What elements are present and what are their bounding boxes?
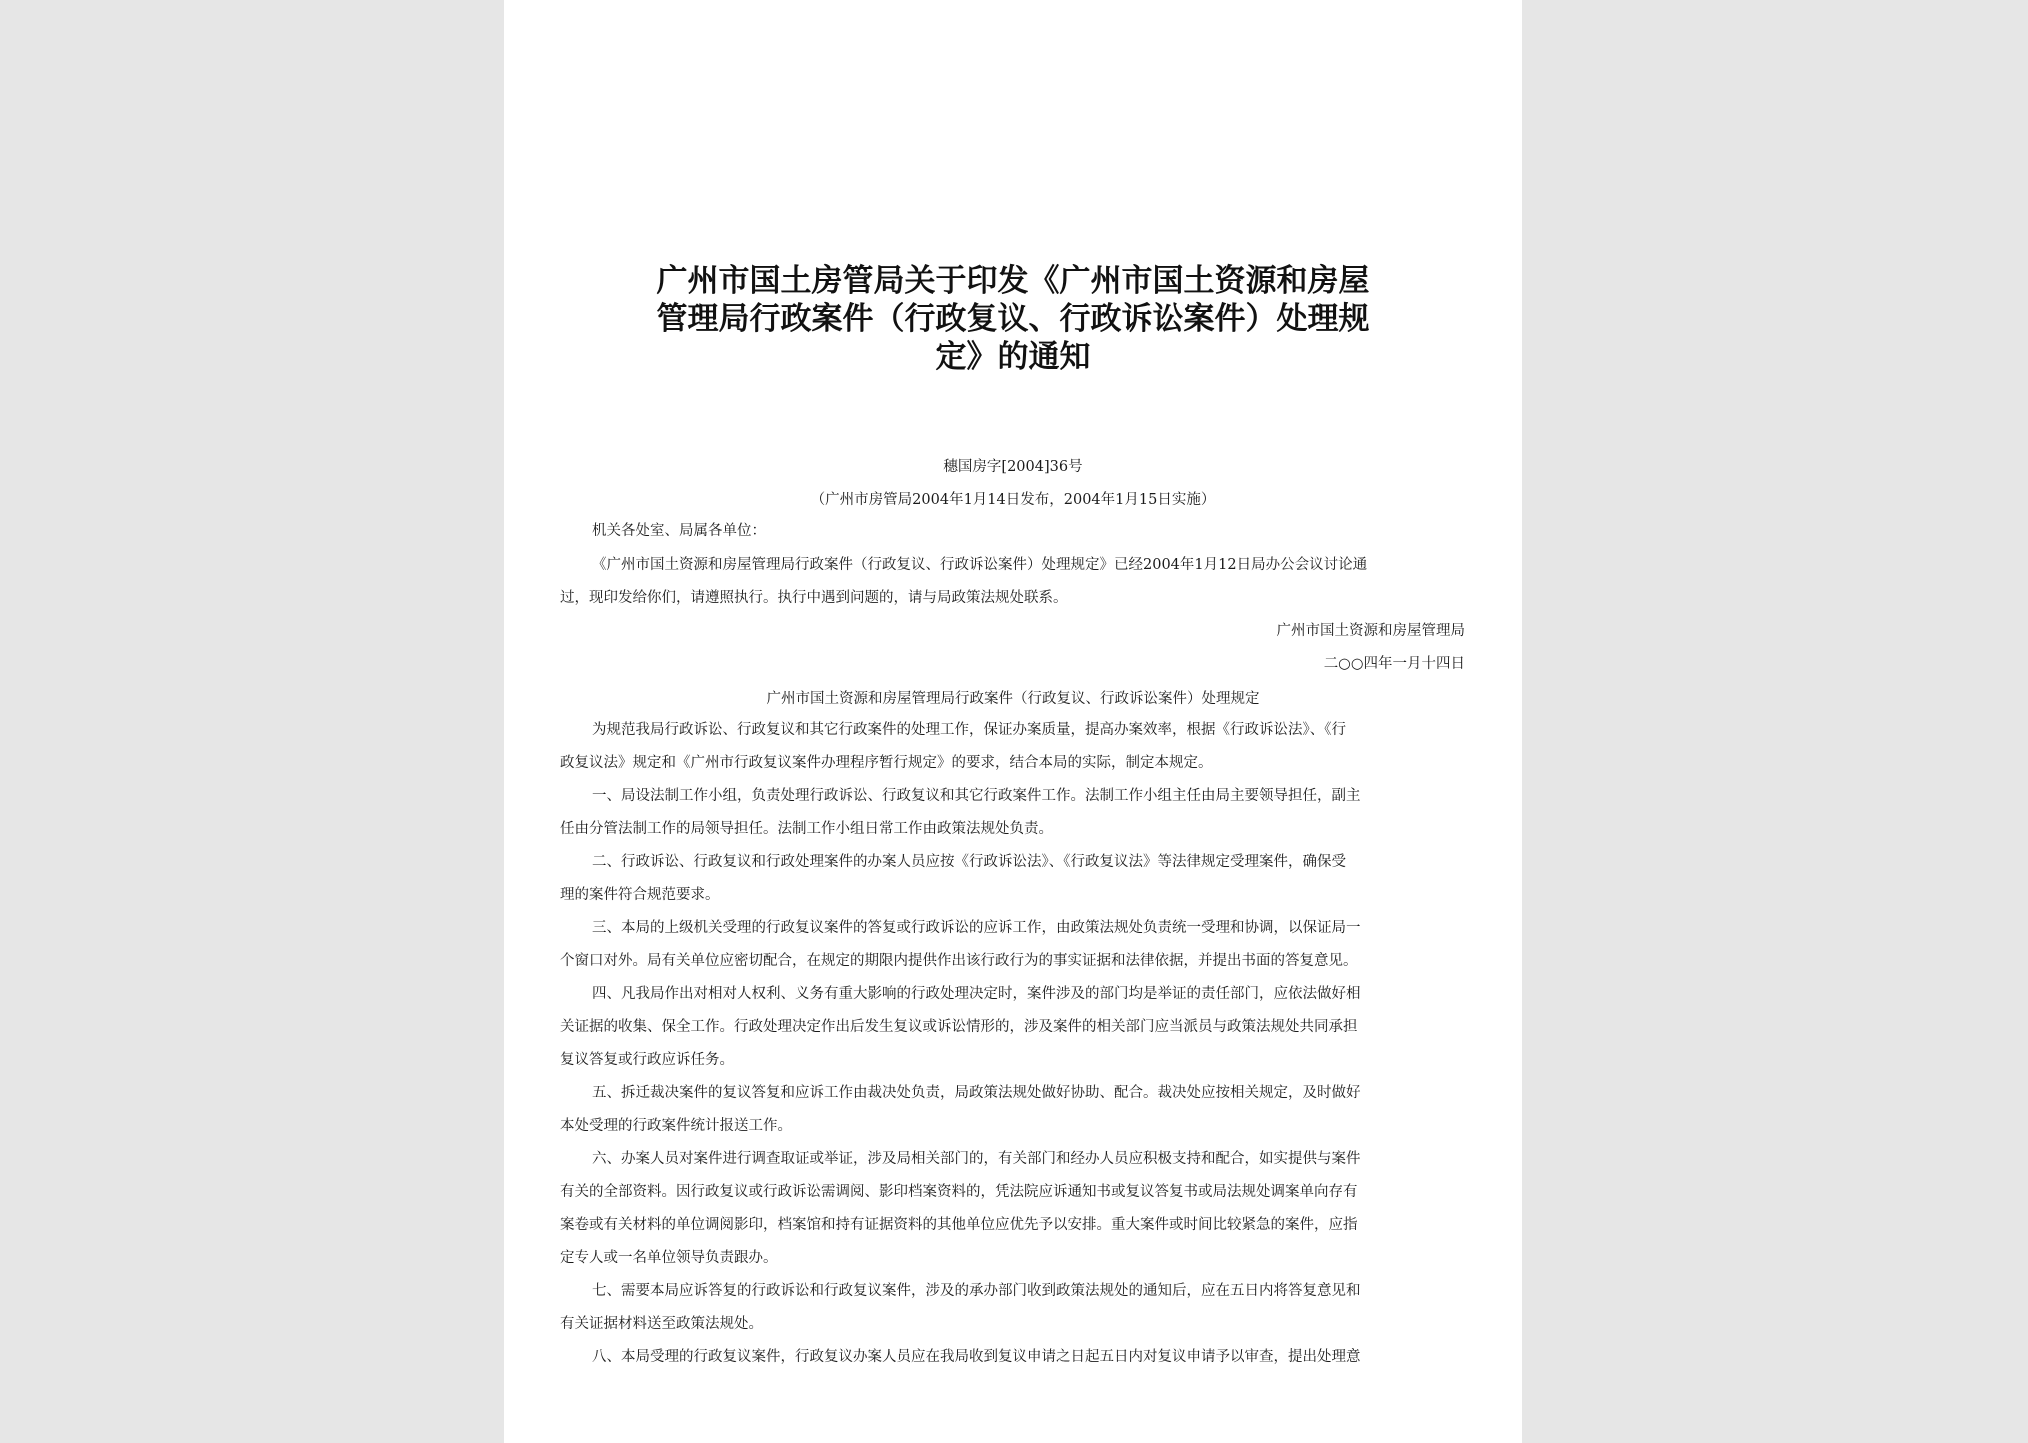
title-line: 管理局行政案件（行政复议、行政诉讼案件）处理规: [656, 301, 1370, 337]
body-line: 四、凡我局作出对相对人权利、义务有重大影响的行政处理决定时，案件涉及的部门均是举证的责任部门，应依法做好相: [592, 986, 1361, 1002]
body-line: 理的案件符合规范要求。: [560, 887, 720, 903]
signature-date: 二○○四年一月十四日: [1323, 656, 1465, 672]
body-line: 一、局设法制工作小组，负责处理行政诉讼、行政复议和其它行政案件工作。法制工作小组主任由局主要领导担任，副主: [592, 788, 1361, 804]
body-line: 任由分管法制工作的局领导担任。法制工作小组日常工作由政策法规处负责。: [560, 821, 1053, 837]
body-line: 有关证据材料送至政策法规处。: [560, 1316, 763, 1332]
signature-org: 广州市国土资源和房屋管理局: [1276, 623, 1465, 639]
notice-line: 《广州市国土资源和房屋管理局行政案件（行政复议、行政诉讼案件）处理规定》已经2004年1月12日局办公会议讨论通: [592, 557, 1368, 573]
body-line: 三、本局的上级机关受理的行政复议案件的答复或行政诉讼的应诉工作，由政策法规处负责统一受理和协调，以保证局一: [592, 920, 1361, 936]
body-line: 六、办案人员对案件进行调查取证或举证，涉及局相关部门的，有关部门和经办人员应积极支持和配合，如实提供与案件: [592, 1151, 1361, 1167]
body-line: 八、本局受理的行政复议案件，行政复议办案人员应在我局收到复议申请之日起五日内对复议申请予以审查，提出处理意: [592, 1349, 1361, 1365]
body-line: 本处受理的行政案件统计报送工作。: [560, 1118, 792, 1134]
body-line: 二、行政诉讼、行政复议和行政处理案件的办案人员应按《行政诉讼法》、《行政复议法》等法律规定受理案件，确保受: [592, 854, 1346, 870]
notice-line: 过，现印发给你们，请遵照执行。执行中遇到问题的，请与局政策法规处联系。: [560, 590, 1068, 606]
body-line: 案卷或有关材料的单位调阅影印，档案馆和持有证据资料的其他单位应优先予以安排。重大案件或时间比较紧急的案件，应指: [560, 1217, 1358, 1233]
body-line: 关证据的收集、保全工作。行政处理决定作出后发生复议或诉讼情形的，涉及案件的相关部门应当派员与政策法规处共同承担: [560, 1019, 1358, 1035]
title-line: 定》的通知: [935, 339, 1091, 375]
body-line: 五、拆迁裁决案件的复议答复和应诉工作由裁决处负责，局政策法规处做好协助、配合。裁决处应按相关规定，及时做好: [592, 1085, 1361, 1101]
document-page: [504, 0, 1522, 1443]
addressee: 机关各处室、局属各单位：: [592, 523, 766, 539]
body-line: 有关的全部资料。因行政复议或行政诉讼需调阅、影印档案资料的，凭法院应诉通知书或复议答复书或局法规处调案单向存有: [560, 1184, 1358, 1200]
body-line: 复议答复或行政应诉任务。: [560, 1052, 734, 1068]
body-line: 定专人或一名单位领导负责跟办。: [560, 1250, 778, 1266]
body-line: 七、需要本局应诉答复的行政诉讼和行政复议案件，涉及的承办部门收到政策法规处的通知后，应在五日内将答复意见和: [592, 1283, 1361, 1299]
body-line: 政复议法》规定和《广州市行政复议案件办理程序暂行规定》的要求，结合本局的实际，制定本规定。: [560, 755, 1213, 771]
body-line: 个窗口对外。局有关单位应密切配合，在规定的期限内提供作出该行政行为的事实证据和法律依据，并提出书面的答复意见。: [560, 953, 1358, 969]
document-number: 穗国房字[2004]36号: [943, 459, 1083, 475]
document-title: [564, 262, 1462, 376]
body-line: 为规范我局行政诉讼、行政复议和其它行政案件的处理工作，保证办案质量，提高办案效率，根据《行政诉讼法》、《行: [592, 722, 1346, 738]
title-line: 广州市国土房管局关于印发《广州市国土资源和房屋: [656, 263, 1370, 299]
issue-info: （广州市房管局2004年1月14日发布，2004年1月15日实施）: [810, 492, 1216, 508]
regulation-title: 广州市国土资源和房屋管理局行政案件（行政复议、行政诉讼案件）处理规定: [766, 691, 1260, 707]
